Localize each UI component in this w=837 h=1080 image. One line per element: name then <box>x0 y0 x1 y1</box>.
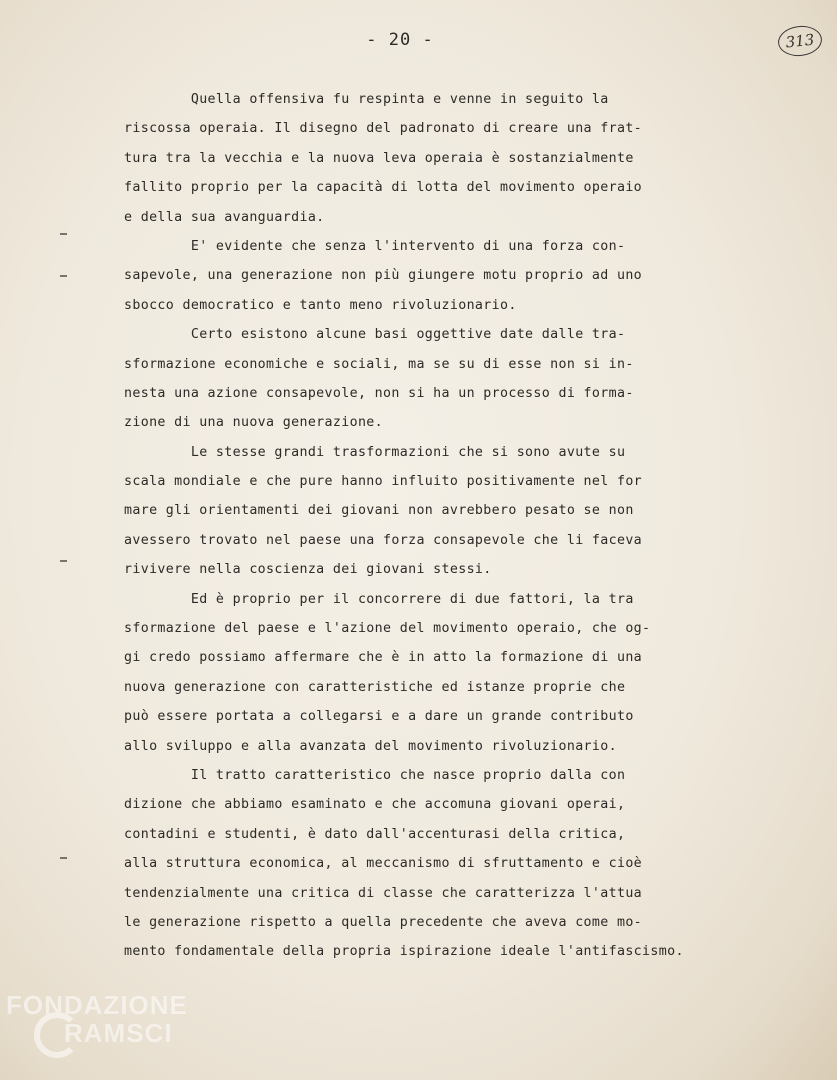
text-line: tura tra la vecchia e la nuova leva operaia è sostanzialmente <box>124 150 634 166</box>
text-line: sbocco democratico e tanto meno rivoluzionario. <box>124 297 517 313</box>
text-line: alla struttura economica, al meccanismo di sfruttamento e cioè <box>124 856 643 872</box>
text-line: e della sua avanguardia. <box>124 209 325 225</box>
text-line: dizione che abbiamo esaminato e che accomuna giovani operai, <box>124 797 626 813</box>
margin-mark <box>60 275 67 277</box>
text-line: Quella offensiva fu respinta e venne in seguito la <box>124 92 609 107</box>
margin-mark <box>60 560 67 562</box>
text-line: Certo esistono alcune basi oggettive date dalle tra- <box>124 327 626 343</box>
page-number: - 20 - <box>366 30 434 50</box>
text-line: contadini e studenti, è dato dall'accenturasi della critica, <box>124 826 626 842</box>
text-line: zione di una nuova generazione. <box>124 415 384 431</box>
text-line: tendenzialmente una critica di classe che caratterizza l'attua <box>124 885 643 901</box>
archive-number-stamp: 313 <box>777 24 824 58</box>
margin-mark <box>60 857 67 859</box>
text-line: fallito proprio per la capacità di lotta del movimento operaio <box>124 180 643 196</box>
text-line: E' evidente che senza l'intervento di una forza con- <box>124 238 626 254</box>
watermark-line-2: RAMSCI <box>64 1018 173 1048</box>
text-line: Ed è proprio per il concorrere di due fattori, la tra <box>124 591 634 607</box>
text-line: allo sviluppo e alla avanzata del movimento rivoluzionario. <box>124 738 617 754</box>
text-line: gi credo possiamo affermare che è in atto la formazione di una <box>124 650 643 666</box>
text-line: riscossa operaia. Il disegno del padronato di creare una frat- <box>124 121 643 137</box>
watermark-line-1: FONDAZIONE <box>6 990 188 1020</box>
text-line: rivivere nella coscienza dei giovani stessi. <box>124 562 492 578</box>
text-line: può essere portata a collegarsi e a dare un grande contributo <box>124 709 634 725</box>
text-line: scala mondiale e che pure hanno influito positivamente nel for <box>124 474 643 490</box>
text-line: nuova generazione con caratteristiche ed istanze proprie che <box>124 679 626 695</box>
text-line: Le stesse grandi trasformazioni che si sono avute su <box>124 444 626 460</box>
text-line: avessero trovato nel paese una forza consapevole che li faceva <box>124 532 643 548</box>
text-line: sformazione del paese e l'azione del movimento operaio, che og- <box>124 621 651 637</box>
fondazione-gramsci-watermark <box>6 988 246 1068</box>
text-line: Il tratto caratteristico che nasce proprio dalla con <box>124 767 626 783</box>
text-line: sapevole, una generazione non più giungere motu proprio ad uno <box>124 268 643 284</box>
text-line: mare gli orientamenti dei giovani non avrebbero pesato se non <box>124 503 634 519</box>
text-line: le generazione rispetto a quella precedente che aveva come mo- <box>124 914 643 930</box>
margin-mark <box>60 233 67 235</box>
text-line: nesta una azione consapevole, non si ha un processo di forma- <box>124 385 634 401</box>
body-text <box>124 85 804 967</box>
text-line: mento fondamentale della propria ispirazione ideale l'antifascismo. <box>124 944 684 960</box>
text-line: sformazione economiche e sociali, ma se su di esse non si in- <box>124 356 634 372</box>
